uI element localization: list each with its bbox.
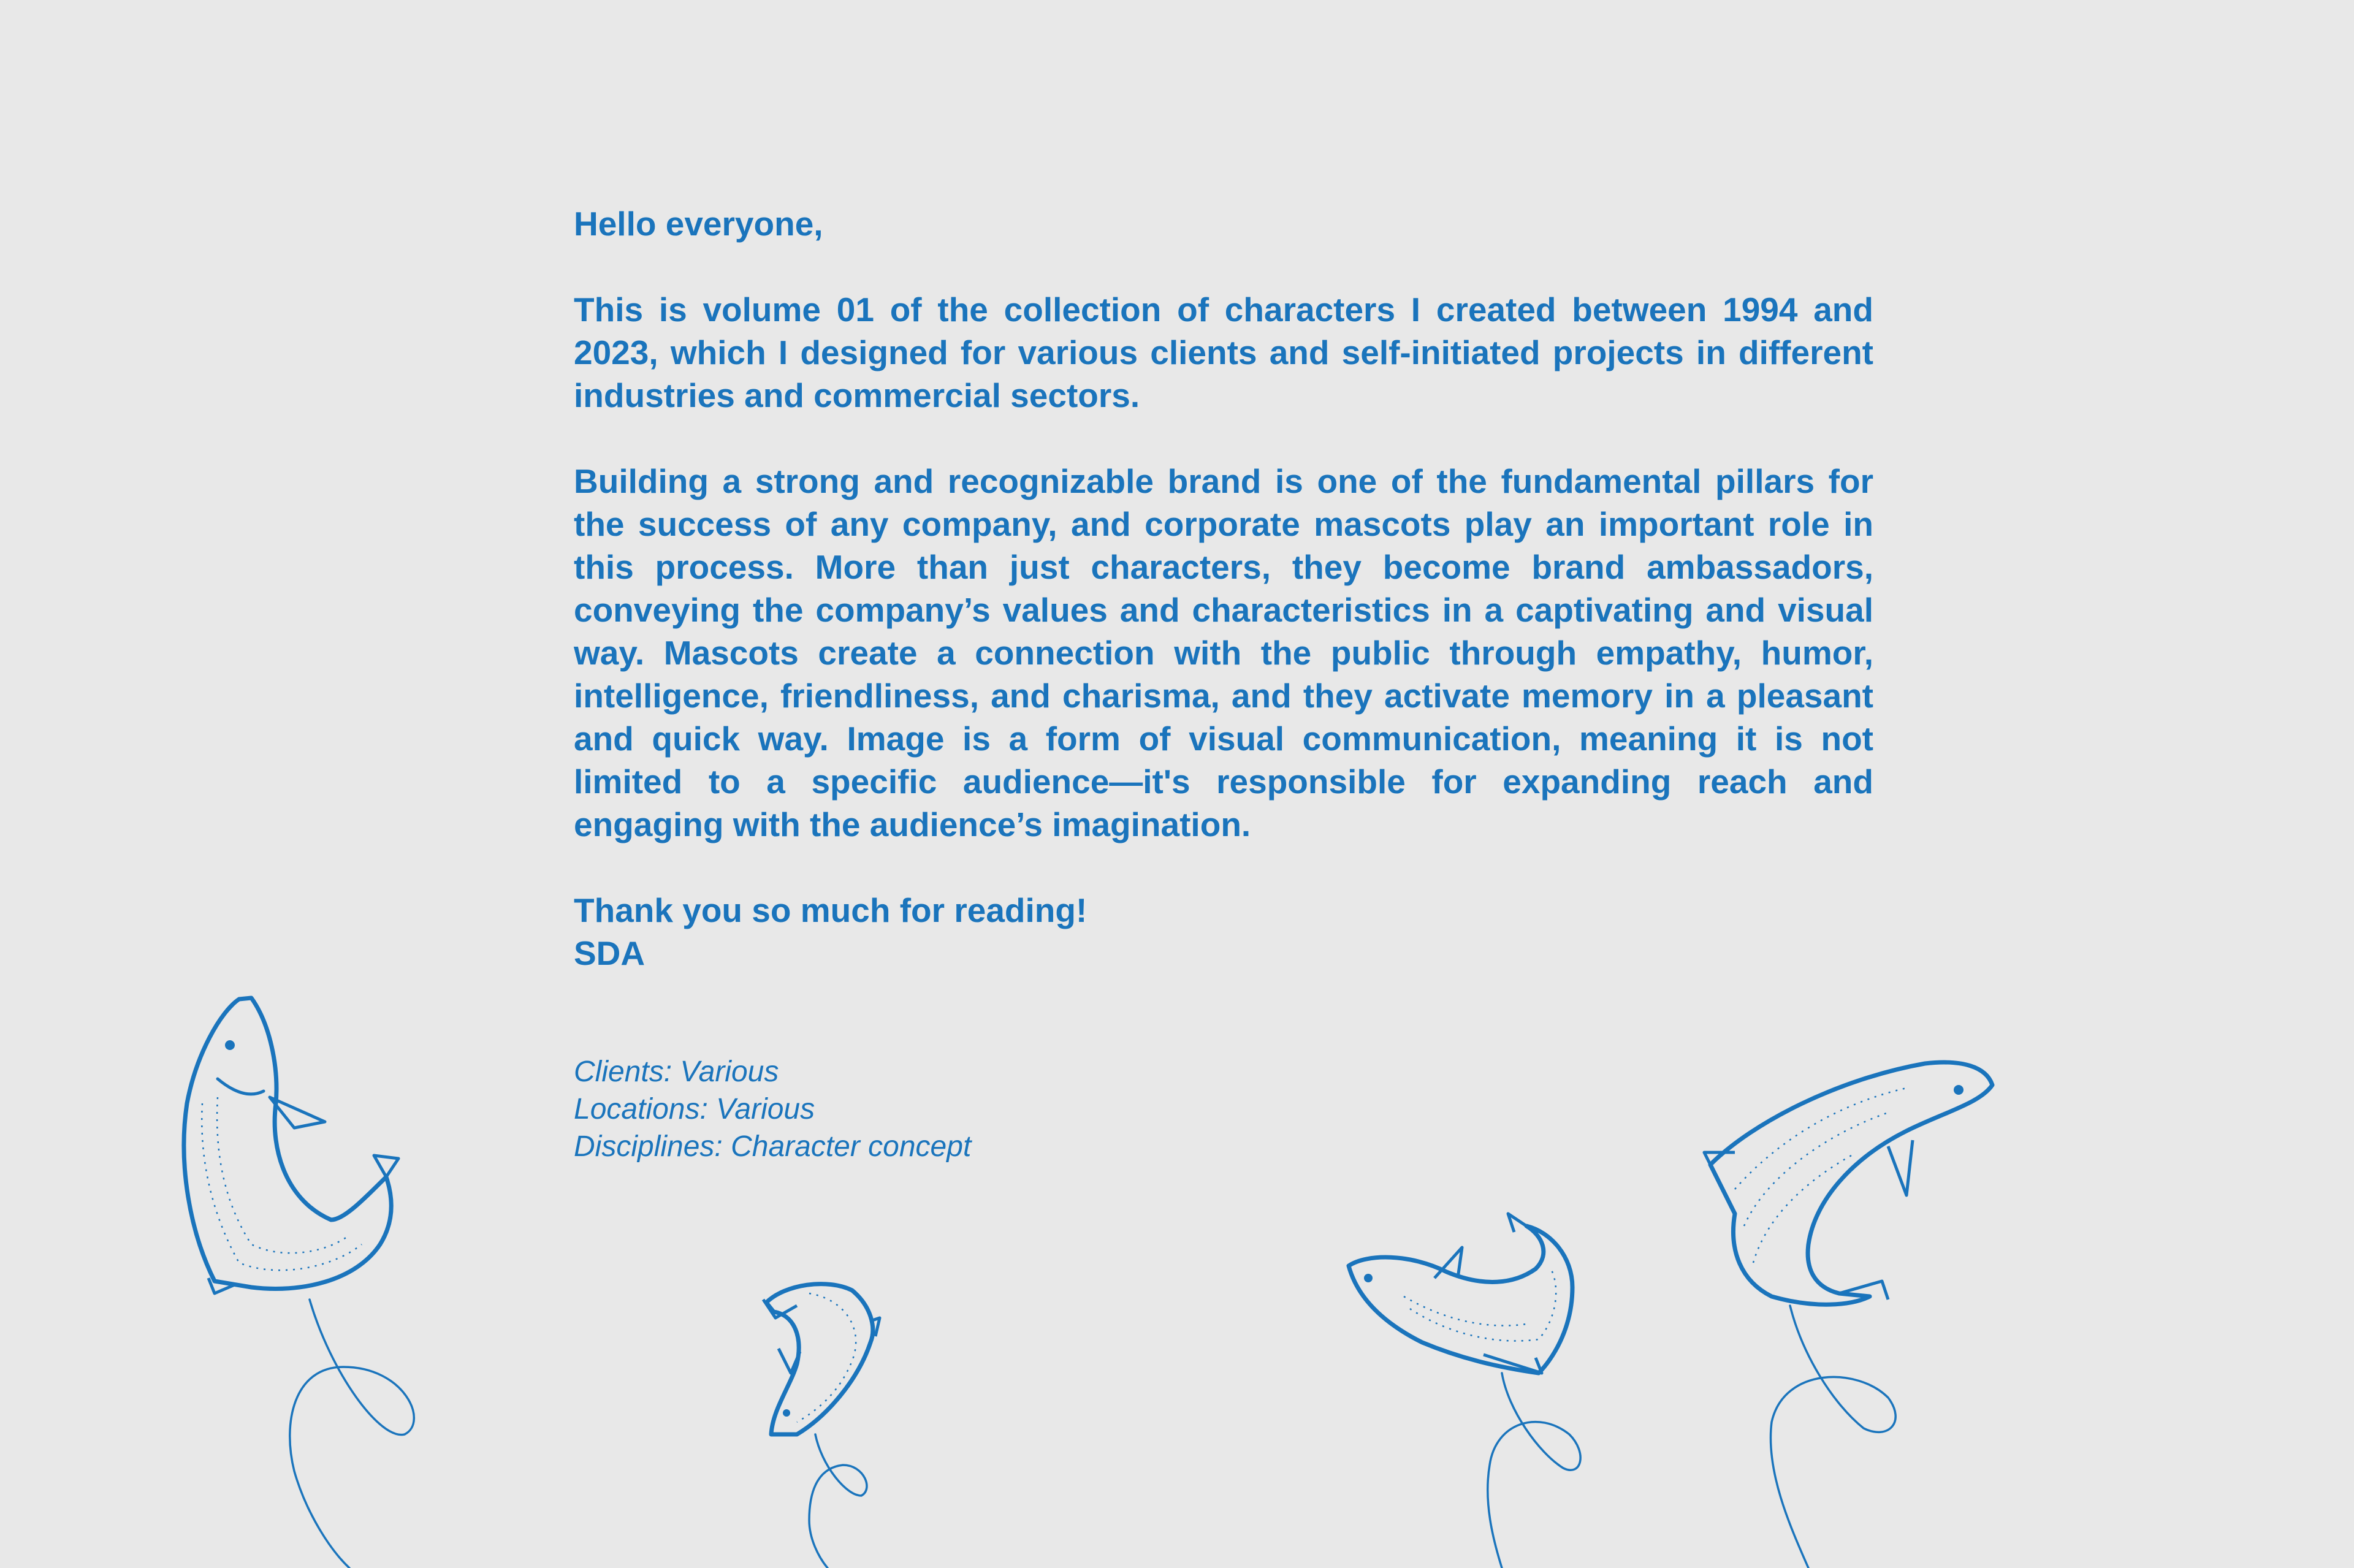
credits-clients: Clients: Various	[574, 1056, 779, 1088]
signature: SDA	[574, 934, 646, 972]
thanks-line: Thank you so much for reading!	[574, 891, 1087, 929]
fish-on-line-icon	[184, 998, 414, 1568]
credits-locations: Locations: Various	[574, 1093, 815, 1125]
fish-on-line-icon	[1349, 1214, 1580, 1568]
greeting: Hello everyone,	[574, 205, 823, 243]
paragraph-intro: This is volume 01 of the collection of characters I created between 1994 and 2023, which I designed for various clients and self-initiated projects in different industries and commercial sectors.	[574, 291, 1873, 414]
credits-disciplines: Disciplines: Character concept	[574, 1130, 972, 1163]
paragraph-mascots: Building a strong and recognizable brand is one of the fundamental pillars for the success of any company, and corporate mascots play an important role in this process. More than just characters, they become brand ambassadors, conveying the company’s values and characteristics in a captivating and visual way. Mascots create a connection with the public through empathy, humor, intelligence, friendliness, and charisma, and they activate memory in a pleasant and quick way. Image is a form of visual communication, meaning it is not limited to a specific audience—it's responsible for expanding reach and engaging with the audience’s imagination.	[574, 462, 1873, 843]
fish-on-line-icon	[763, 1284, 880, 1568]
fish-on-line-icon	[1704, 1062, 1992, 1568]
